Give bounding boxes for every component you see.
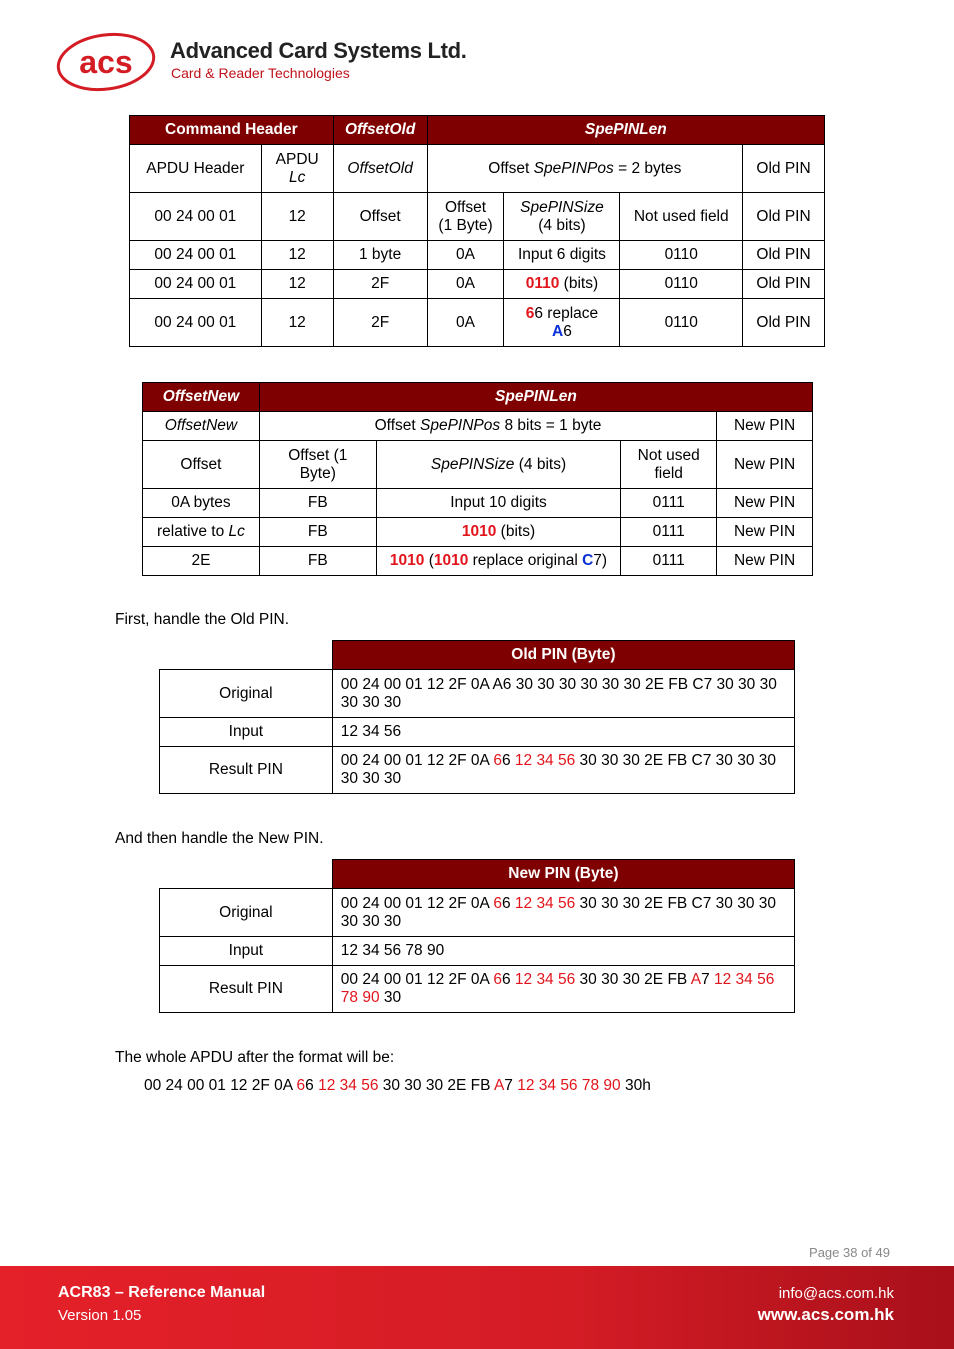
cell-text: SpePINPos — [533, 159, 614, 177]
cell — [376, 518, 621, 547]
cell-text: 6 replace — [534, 304, 599, 322]
table-row — [143, 547, 813, 576]
apdu-text: 30h — [620, 1077, 651, 1094]
cell-text: 6 — [493, 894, 502, 912]
cell-text: 6 — [501, 752, 515, 770]
cell: Old PIN — [743, 299, 825, 347]
cell-text: 6 — [563, 322, 572, 340]
cell-text: 30 30 30 2E FB C7 30 30 30 30 30 30 — [340, 894, 777, 930]
cell-text: (bits) — [496, 523, 536, 541]
paragraph-old-pin: First, handle the Old PIN. — [115, 611, 290, 628]
cell: Offset — [333, 193, 427, 241]
cell-text: 7) — [593, 552, 608, 570]
cell-text: Lc — [228, 523, 245, 541]
apdu-text: 6 — [296, 1077, 306, 1094]
cell-text: Offset — [488, 159, 534, 177]
cell: FB — [259, 547, 376, 576]
table-header-row — [130, 116, 825, 145]
table-header-row — [160, 860, 795, 889]
table-offset-old — [129, 115, 825, 347]
table-offset-new — [142, 382, 813, 576]
cell — [621, 441, 717, 489]
cell-text: 12 34 56 — [514, 971, 576, 989]
cell-text: A — [552, 322, 564, 340]
cell: 12 — [261, 241, 333, 270]
cell: 00 24 00 01 — [130, 299, 262, 347]
cell: 00 24 00 01 — [130, 270, 262, 299]
apdu-text: 6 — [305, 1077, 319, 1094]
table-row — [160, 889, 795, 937]
cell: 2F — [333, 299, 427, 347]
table-row — [160, 966, 795, 1013]
cell-text: 00 24 00 01 12 2F 0A — [340, 752, 494, 770]
cell: 0A — [427, 299, 504, 347]
header-offset-new: OffsetNew — [143, 383, 260, 412]
company-tagline: Card & Reader Technologies — [171, 65, 350, 81]
header-new-pin-byte: New PIN (Byte) — [332, 860, 794, 889]
cell: 2F — [333, 270, 427, 299]
cell: 00 24 00 01 — [130, 241, 262, 270]
cell: 0110 — [620, 270, 743, 299]
cell: 0111 — [621, 547, 717, 576]
cell-text: 6 — [501, 894, 515, 912]
cell-text: 6 — [525, 304, 535, 322]
footer-title: ACR83 – Reference Manual — [58, 1284, 266, 1301]
cell-text: 12 34 56 — [514, 752, 576, 770]
cell: OffsetOld — [333, 145, 427, 193]
cell — [427, 193, 504, 241]
cell-text: 6 — [493, 971, 502, 989]
header-spe-pin-len: SpePINLen — [259, 383, 812, 412]
table-row — [130, 299, 825, 347]
cell-text: SpePINSize — [520, 198, 604, 216]
company-logo — [56, 30, 476, 94]
apdu-text: 00 24 00 01 12 2F 0A — [144, 1077, 297, 1094]
cell — [427, 145, 743, 193]
apdu-text: A — [493, 1077, 505, 1094]
cell: FB — [259, 489, 376, 518]
cell-text: (4 bits) — [514, 455, 567, 473]
empty-header-cell — [160, 641, 333, 670]
cell: OffsetNew — [143, 412, 260, 441]
cell-text: 1010 — [433, 552, 469, 570]
header-command-header: Command Header — [130, 116, 334, 145]
table-row — [130, 145, 825, 193]
row-label: Input — [160, 718, 333, 747]
cell-text: 30 — [379, 989, 402, 1006]
empty-header-cell — [160, 860, 333, 889]
row-label: Result PIN — [160, 966, 333, 1013]
cell-text: Offset — [374, 417, 420, 435]
cell — [261, 145, 333, 193]
cell — [332, 966, 794, 1013]
cell — [332, 747, 794, 794]
cell: New PIN — [717, 441, 813, 489]
cell-text: Lc — [289, 168, 306, 186]
cell: Input 10 digits — [376, 489, 621, 518]
table-row — [130, 270, 825, 299]
paragraph-whole-apdu: The whole APDU after the format will be: — [115, 1049, 395, 1066]
cell-text: SpePINPos — [420, 417, 501, 435]
cell-text: Offset (1 — [288, 446, 348, 464]
cell: 2E — [143, 547, 260, 576]
cell: 0A — [427, 241, 504, 270]
table-row — [160, 747, 795, 794]
table-row — [143, 489, 813, 518]
cell: 12 — [261, 193, 333, 241]
cell-text: C — [582, 552, 594, 570]
cell-text: Offset — [445, 198, 487, 216]
footer-version: Version 1.05 — [58, 1307, 142, 1324]
cell: Old PIN — [743, 270, 825, 299]
cell — [376, 547, 621, 576]
table-header-row — [160, 641, 795, 670]
cell-text: 6 — [501, 971, 515, 989]
cell-text: 12 34 56 78 90 — [340, 971, 775, 1006]
apdu-text: 12 34 56 78 90 — [517, 1077, 621, 1094]
cell: 0A bytes — [143, 489, 260, 518]
page-footer — [0, 1266, 954, 1349]
cell-text: APDU — [275, 150, 319, 168]
table-row — [130, 193, 825, 241]
cell-text: relative to — [157, 523, 229, 541]
cell: FB — [259, 518, 376, 547]
cell — [259, 412, 716, 441]
company-name: Advanced Card Systems Ltd. — [170, 38, 467, 63]
cell-text: 30 30 30 2E FB C7 30 30 30 30 30 30 — [340, 752, 777, 787]
cell: Old PIN — [743, 145, 825, 193]
cell-text: A — [690, 971, 702, 989]
cell-text: 8 bits = 1 byte — [500, 417, 602, 435]
table-old-pin — [159, 640, 795, 794]
table-row — [143, 518, 813, 547]
cell — [332, 889, 794, 937]
footer-website[interactable]: www.acs.com.hk — [757, 1305, 894, 1324]
cell: 00 24 00 01 12 2F 0A A6 30 30 30 30 30 30 2E FB C7 30 30 30 30 30 30 — [332, 670, 794, 718]
cell: 12 — [261, 270, 333, 299]
apdu-text: 12 34 56 — [318, 1077, 379, 1094]
apdu-text: 7 — [504, 1077, 518, 1094]
cell — [143, 518, 260, 547]
header-old-pin-byte: Old PIN (Byte) — [332, 641, 794, 670]
cell-text: Byte) — [299, 464, 336, 482]
cell: 12 34 56 — [332, 718, 794, 747]
cell: 0110 — [620, 299, 743, 347]
cell-text: 12 34 56 — [514, 894, 576, 912]
table-row — [143, 412, 813, 441]
apdu-result-line — [144, 1077, 651, 1095]
table-row — [130, 241, 825, 270]
cell: 0111 — [621, 489, 717, 518]
cell: 12 34 56 78 90 — [332, 937, 794, 966]
cell: Offset — [143, 441, 260, 489]
apdu-text: 30 30 30 2E FB — [378, 1077, 494, 1094]
header-offset-old: OffsetOld — [333, 116, 427, 145]
header-spe-pin-len: SpePINLen — [427, 116, 824, 145]
cell-text: 6 — [493, 752, 502, 770]
cell-text: field — [654, 464, 683, 482]
cell-text: replace original — [468, 552, 583, 570]
cell: Old PIN — [743, 193, 825, 241]
cell — [504, 299, 620, 347]
cell-text: 30 30 30 2E FB — [575, 971, 691, 989]
cell: New PIN — [717, 547, 813, 576]
table-new-pin — [159, 859, 795, 1013]
row-label: Original — [160, 889, 333, 937]
cell: Old PIN — [743, 241, 825, 270]
row-label: Input — [160, 937, 333, 966]
table-header-row — [143, 383, 813, 412]
cell — [504, 270, 620, 299]
cell: 00 24 00 01 — [130, 193, 262, 241]
cell-text: (1 Byte) — [438, 216, 493, 234]
footer-email[interactable]: info@acs.com.hk — [778, 1285, 894, 1302]
cell — [259, 441, 376, 489]
cell: 1 byte — [333, 241, 427, 270]
cell: 0A — [427, 270, 504, 299]
table-row — [143, 441, 813, 489]
table-row — [160, 937, 795, 966]
cell-text: 7 — [701, 971, 714, 989]
cell-text: 1010 — [389, 552, 425, 570]
cell-text: 0110 — [525, 275, 560, 293]
cell-text: Not used — [637, 446, 700, 464]
cell-text: = 2 bytes — [613, 159, 682, 177]
cell-text: ( — [424, 552, 434, 570]
cell: APDU Header — [130, 145, 262, 193]
cell-text: (bits) — [559, 275, 599, 293]
cell: Input 6 digits — [504, 241, 620, 270]
cell-text: 00 24 00 01 12 2F 0A — [340, 894, 494, 912]
paragraph-new-pin: And then handle the New PIN. — [115, 830, 324, 847]
cell — [376, 441, 621, 489]
cell-text: (4 bits) — [538, 216, 586, 234]
cell: Not used field — [620, 193, 743, 241]
cell-text: 00 24 00 01 12 2F 0A — [340, 971, 494, 989]
acs-logo-icon — [56, 30, 160, 94]
cell: 0111 — [621, 518, 717, 547]
cell: New PIN — [717, 412, 813, 441]
cell: New PIN — [717, 489, 813, 518]
logo-text: acs — [79, 44, 133, 80]
cell: 0110 — [620, 241, 743, 270]
table-row — [160, 670, 795, 718]
page-number: Page 38 of 49 — [809, 1245, 890, 1260]
cell — [504, 193, 620, 241]
cell: 12 — [261, 299, 333, 347]
cell-text: 1010 — [461, 523, 497, 541]
cell: New PIN — [717, 518, 813, 547]
cell-text: SpePINSize — [430, 455, 515, 473]
row-label: Original — [160, 670, 333, 718]
table-row — [160, 718, 795, 747]
row-label: Result PIN — [160, 747, 333, 794]
